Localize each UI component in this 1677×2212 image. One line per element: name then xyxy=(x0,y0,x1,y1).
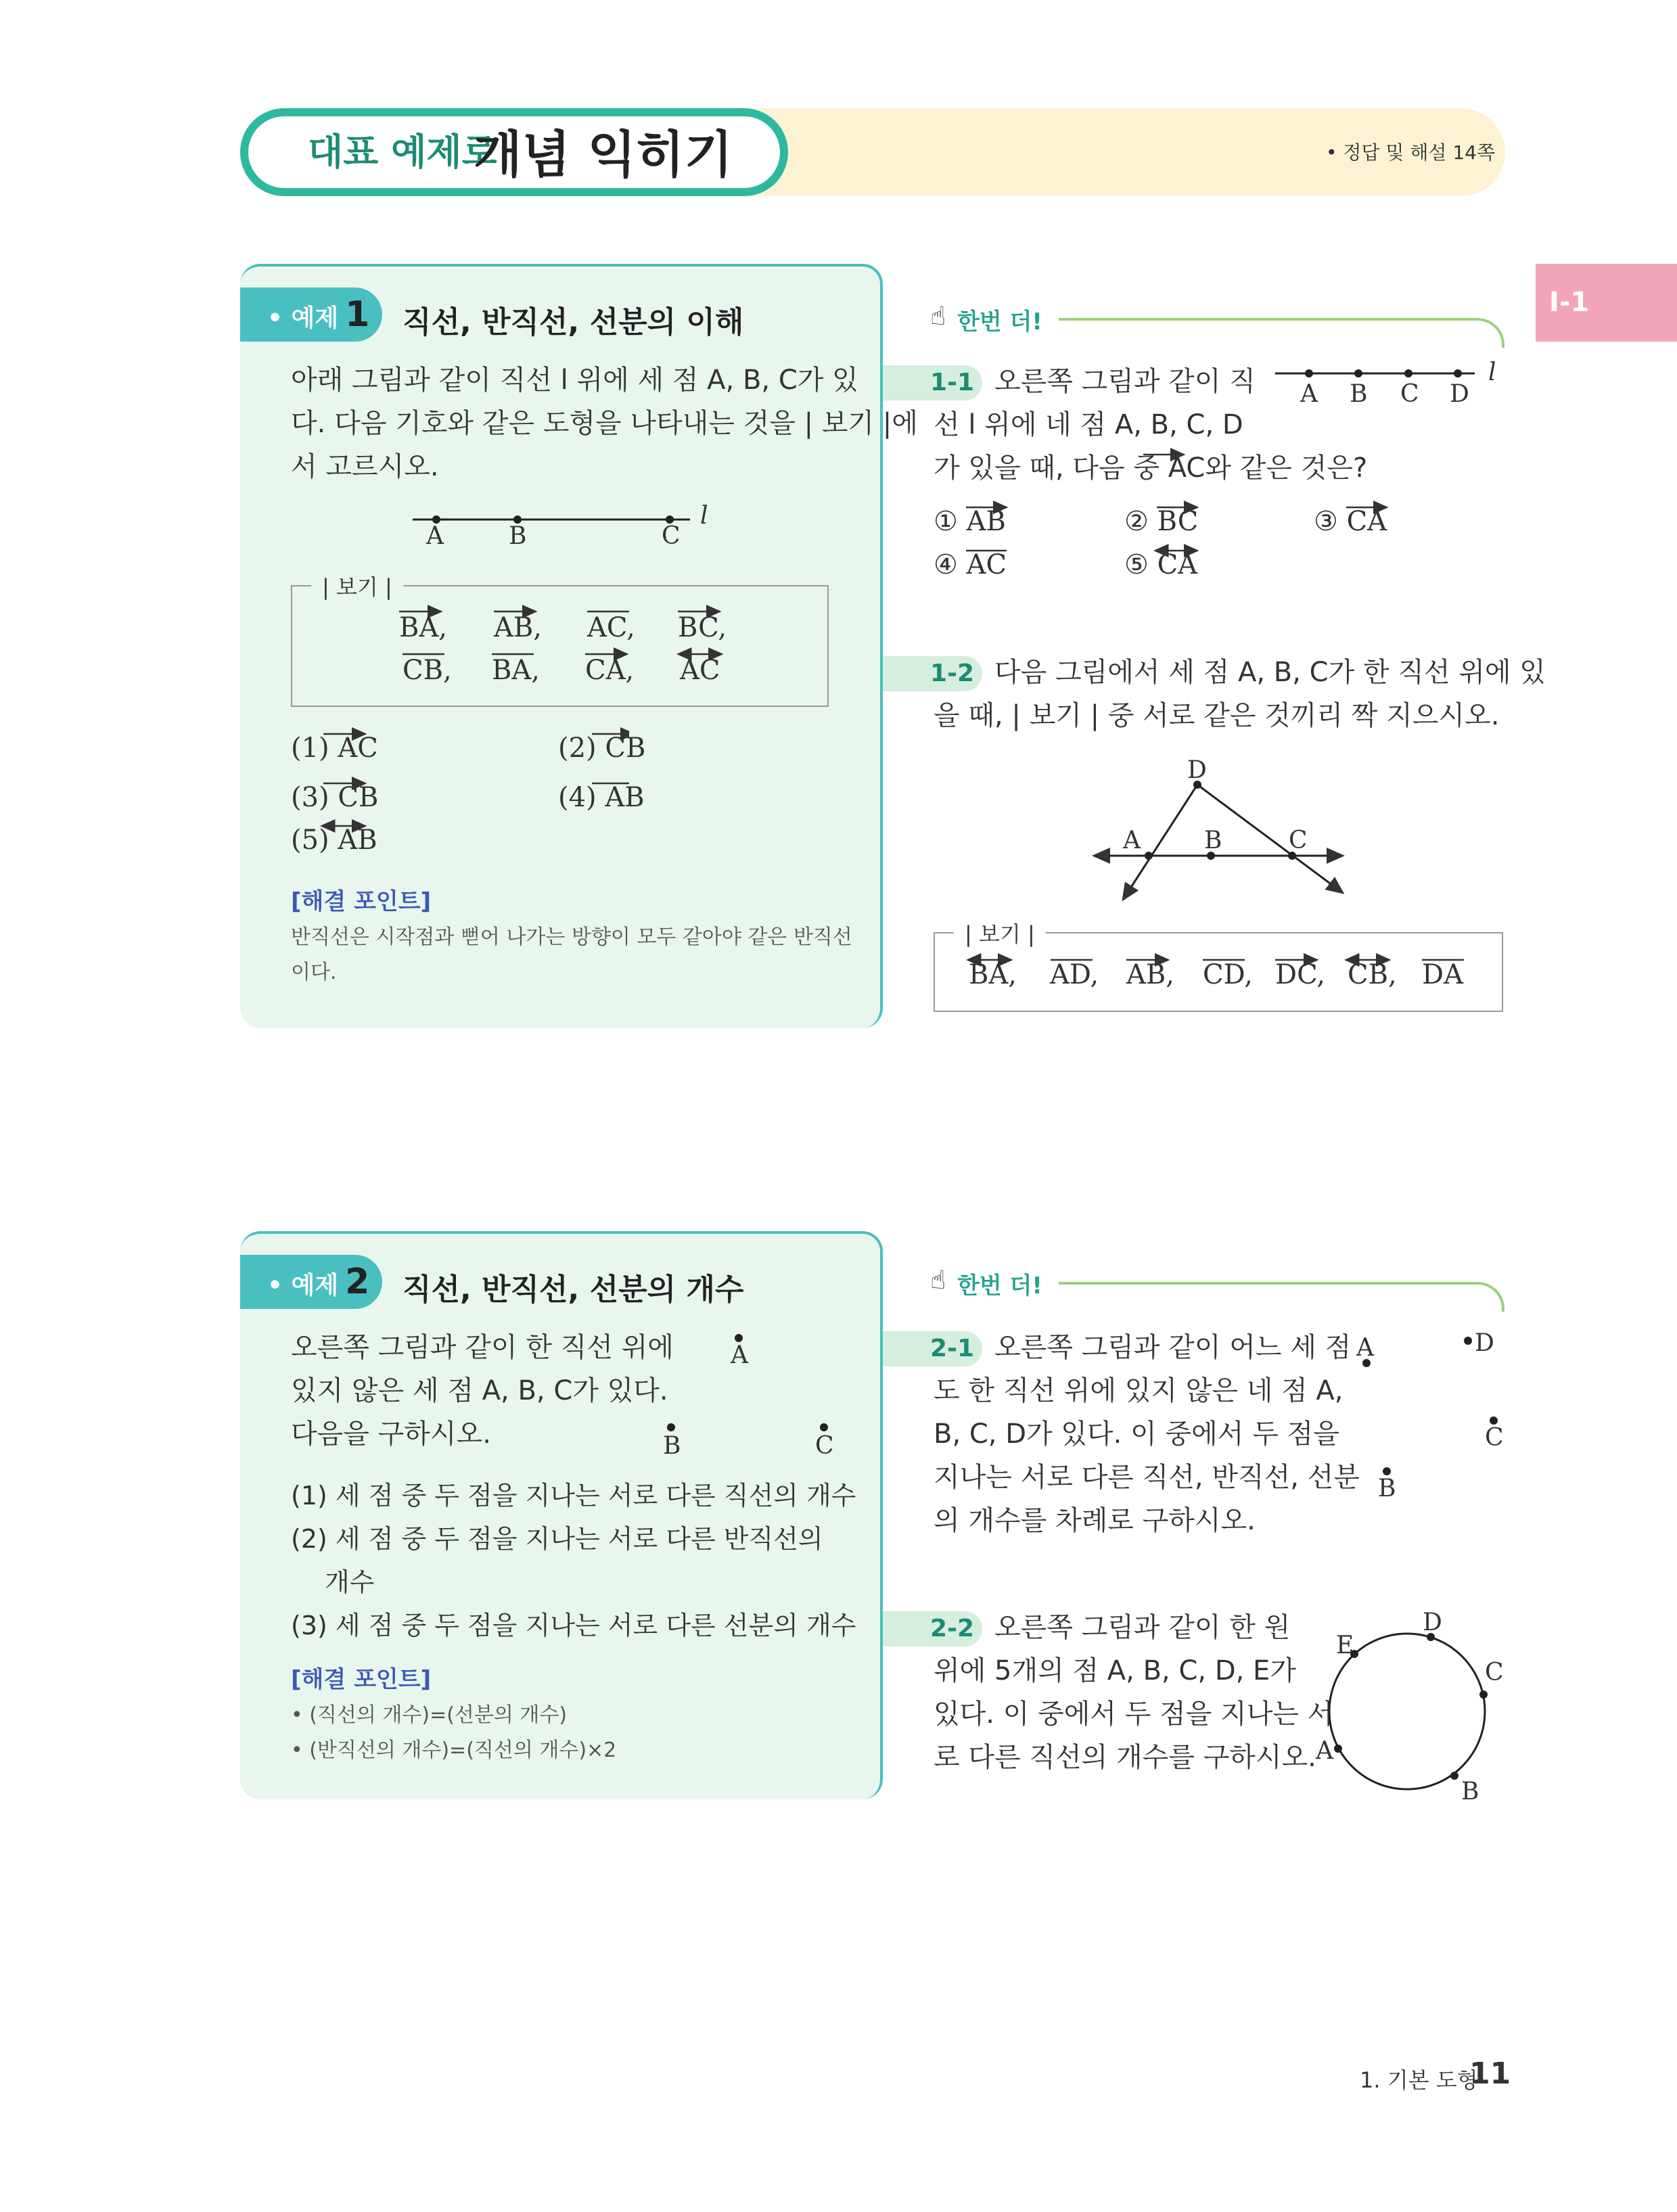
p21-line2: 도 한 직선 위에 있지 않은 네 점 A, xyxy=(934,1375,1343,1406)
p21-point-b: B xyxy=(1378,1475,1396,1502)
example1-item-4: (4) AB xyxy=(558,782,645,813)
p22-point-c: C xyxy=(1485,1659,1504,1686)
p21-point-a: A xyxy=(1356,1334,1374,1362)
p12-box-item: CD, xyxy=(1203,959,1253,990)
example2-line3: 다음을 구하시오. xyxy=(291,1419,491,1450)
footer-page-number: 11 xyxy=(1469,2056,1511,2091)
hand-pointer-icon: ☝ xyxy=(930,1265,946,1295)
p11-choice-3: ③ CA xyxy=(1314,506,1387,537)
p11-line-label: l xyxy=(1488,359,1496,386)
p12-box-item: DC, xyxy=(1275,959,1325,990)
example1-point-c: C xyxy=(662,522,681,550)
p12-point-c: C xyxy=(1289,827,1308,854)
example2-item-1: (1) 세 점 중 두 점을 지나는 서로 다른 직선의 개수 xyxy=(291,1481,856,1511)
again1-divider xyxy=(1059,318,1504,348)
p11-choice-symbols xyxy=(961,446,1400,565)
p21-badge: 2-1 xyxy=(883,1331,982,1366)
p12-box-label: | 보기 | xyxy=(954,917,1046,948)
p21-line3: B, C, D가 있다. 이 중에서 두 점을 xyxy=(934,1419,1339,1450)
example2-point-c: C xyxy=(815,1432,834,1460)
p11-choice-1: ① AB xyxy=(934,506,1006,537)
p11-choice-2: ② BC xyxy=(1124,506,1199,537)
example1-line2: 다. 다음 기호와 같은 도형을 나타내는 것을 | 보기 |에 xyxy=(291,408,918,439)
example1-item-3: (3) CB xyxy=(291,782,379,813)
example2-title: 직선, 반직선, 선분의 개수 xyxy=(403,1272,744,1307)
header-title-small: 대표 예제로 xyxy=(308,131,497,173)
example1-line3: 서 고르시오. xyxy=(291,451,439,482)
example1-point-b: B xyxy=(509,522,527,550)
p22-point-a: A xyxy=(1316,1737,1333,1765)
p22-line4: 로 다른 직선의 개수를 구하시오. xyxy=(934,1742,1316,1773)
p12-box-item: AD, xyxy=(1050,959,1099,990)
p12-point-a: A xyxy=(1123,827,1141,854)
example2-solve-line2: • (반직선의 개수)=(직선의 개수)×2 xyxy=(291,1738,617,1762)
p11-choice-4: ④ AC xyxy=(934,549,1007,580)
p12-line1: 다음 그림에서 세 점 A, B, C가 한 직선 위에 있 xyxy=(994,657,1546,688)
p22-point-b: B xyxy=(1461,1778,1479,1805)
again2-label: 한번 더! xyxy=(957,1272,1042,1299)
example2-solve-title: [해결 포인트] xyxy=(291,1666,432,1693)
p21-line5: 의 개수를 차례로 구하시오. xyxy=(934,1505,1256,1536)
p12-box-symbols xyxy=(964,950,1485,971)
p22-line2: 위에 5개의 점 A, B, C, D, E가 xyxy=(934,1655,1296,1686)
p22-line1: 오른쪽 그림과 같이 한 원 xyxy=(994,1612,1291,1643)
p11-choice-5: ⑤ CA xyxy=(1124,549,1198,580)
p11-point-b: B xyxy=(1350,380,1368,408)
p22-line3: 있다. 이 중에서 두 점을 지나는 서 xyxy=(934,1699,1334,1730)
p21-point-c: C xyxy=(1485,1424,1504,1452)
p12-point-d: D xyxy=(1187,756,1207,784)
example2-item-2: (2) 세 점 중 두 점을 지나는 서로 다른 반직선의 xyxy=(291,1524,823,1554)
p12-badge: 1-2 xyxy=(883,656,982,691)
p12-point-b: B xyxy=(1204,827,1222,854)
example1-line-label: l xyxy=(700,502,708,530)
p22-badge: 2-2 xyxy=(883,1611,982,1646)
example2-solve-line1: • (직선의 개수)=(선분의 개수) xyxy=(291,1703,568,1727)
p11-point-d: D xyxy=(1450,380,1469,408)
p22-point-d: D xyxy=(1423,1609,1442,1636)
example2-point-b: B xyxy=(663,1432,681,1460)
p21-line1: 오른쪽 그림과 같이 어느 세 점 xyxy=(994,1332,1352,1363)
footer-chapter: 1. 기본 도형 xyxy=(1360,2067,1478,2093)
example1-item-1: (1) AC xyxy=(291,733,378,764)
example1-point-a: A xyxy=(426,522,444,550)
example2-point-a: A xyxy=(731,1341,748,1369)
example1-solve-line2: 이다. xyxy=(291,961,337,984)
p12-box-item: DA xyxy=(1422,959,1463,990)
example2-line2: 있지 않은 세 점 A, B, C가 있다. xyxy=(291,1375,668,1406)
answer-reference: • 정답 및 해설 14쪽 xyxy=(1326,141,1496,164)
example2-badge: • 예제 2 xyxy=(240,1255,382,1309)
section-tab: Ⅰ-1 xyxy=(1536,264,1677,342)
p11-line1: 오른쪽 그림과 같이 직 xyxy=(994,366,1256,397)
box1-item: AB, xyxy=(494,612,542,643)
p21-point-d: D xyxy=(1475,1329,1494,1357)
box1-item: CA, xyxy=(585,655,635,686)
p11-badge: 1-1 xyxy=(883,365,982,400)
p12-box-item: BA, xyxy=(969,959,1017,990)
p11-point-a: A xyxy=(1300,380,1318,408)
again1-label: 한번 더! xyxy=(957,308,1042,336)
example1-solve-title: [해결 포인트] xyxy=(291,888,432,915)
box1-symbols xyxy=(392,602,744,663)
box1-item: BC, xyxy=(678,612,727,643)
example1-title: 직선, 반직선, 선분의 이해 xyxy=(403,305,744,340)
box1-item: AC xyxy=(680,655,720,686)
box1-item: CB, xyxy=(403,655,452,686)
p22-point-e: E xyxy=(1336,1632,1354,1659)
p11-point-c: C xyxy=(1400,380,1419,408)
example1-item-2: (2) CB xyxy=(558,733,646,764)
example1-box-label: | 보기 | xyxy=(311,570,403,601)
example1-item-symbols xyxy=(318,727,629,842)
p11-line3: 가 있을 때, 다음 중 AC와 같은 것은? xyxy=(934,453,1368,484)
p11-line2: 선 l 위에 네 점 A, B, C, D xyxy=(934,409,1243,440)
example1-line1: 아래 그림과 같이 직선 l 위에 세 점 A, B, C가 있 xyxy=(291,365,858,396)
p21-line4: 지나는 서로 다른 직선, 반직선, 선분 xyxy=(934,1462,1360,1493)
box1-item: BA, xyxy=(399,612,447,643)
example2-line1: 오른쪽 그림과 같이 한 직선 위에 xyxy=(291,1332,674,1363)
hand-pointer-icon: ☝ xyxy=(930,301,946,331)
example1-solve-line1: 반직선은 시작점과 뻗어 나가는 방향이 모두 같아야 같은 반직선 xyxy=(291,925,852,949)
p12-box-item: AB, xyxy=(1126,959,1174,990)
again2-divider xyxy=(1059,1282,1504,1312)
example2-item-3: (3) 세 점 중 두 점을 지나는 서로 다른 선분의 개수 xyxy=(291,1611,856,1640)
box1-item: AC, xyxy=(587,612,635,643)
example2-item-2-cont: 개수 xyxy=(325,1567,375,1597)
example1-item-5: (5) AB xyxy=(291,825,377,856)
p12-box-item: CB, xyxy=(1348,959,1397,990)
p12-line2: 을 때, | 보기 | 중 서로 같은 것끼리 짝 지으시오. xyxy=(934,700,1500,731)
header-title-big: 개념 익히기 xyxy=(474,126,733,184)
example1-badge: • 예제 1 xyxy=(240,287,382,342)
box1-item: BA, xyxy=(492,655,540,686)
